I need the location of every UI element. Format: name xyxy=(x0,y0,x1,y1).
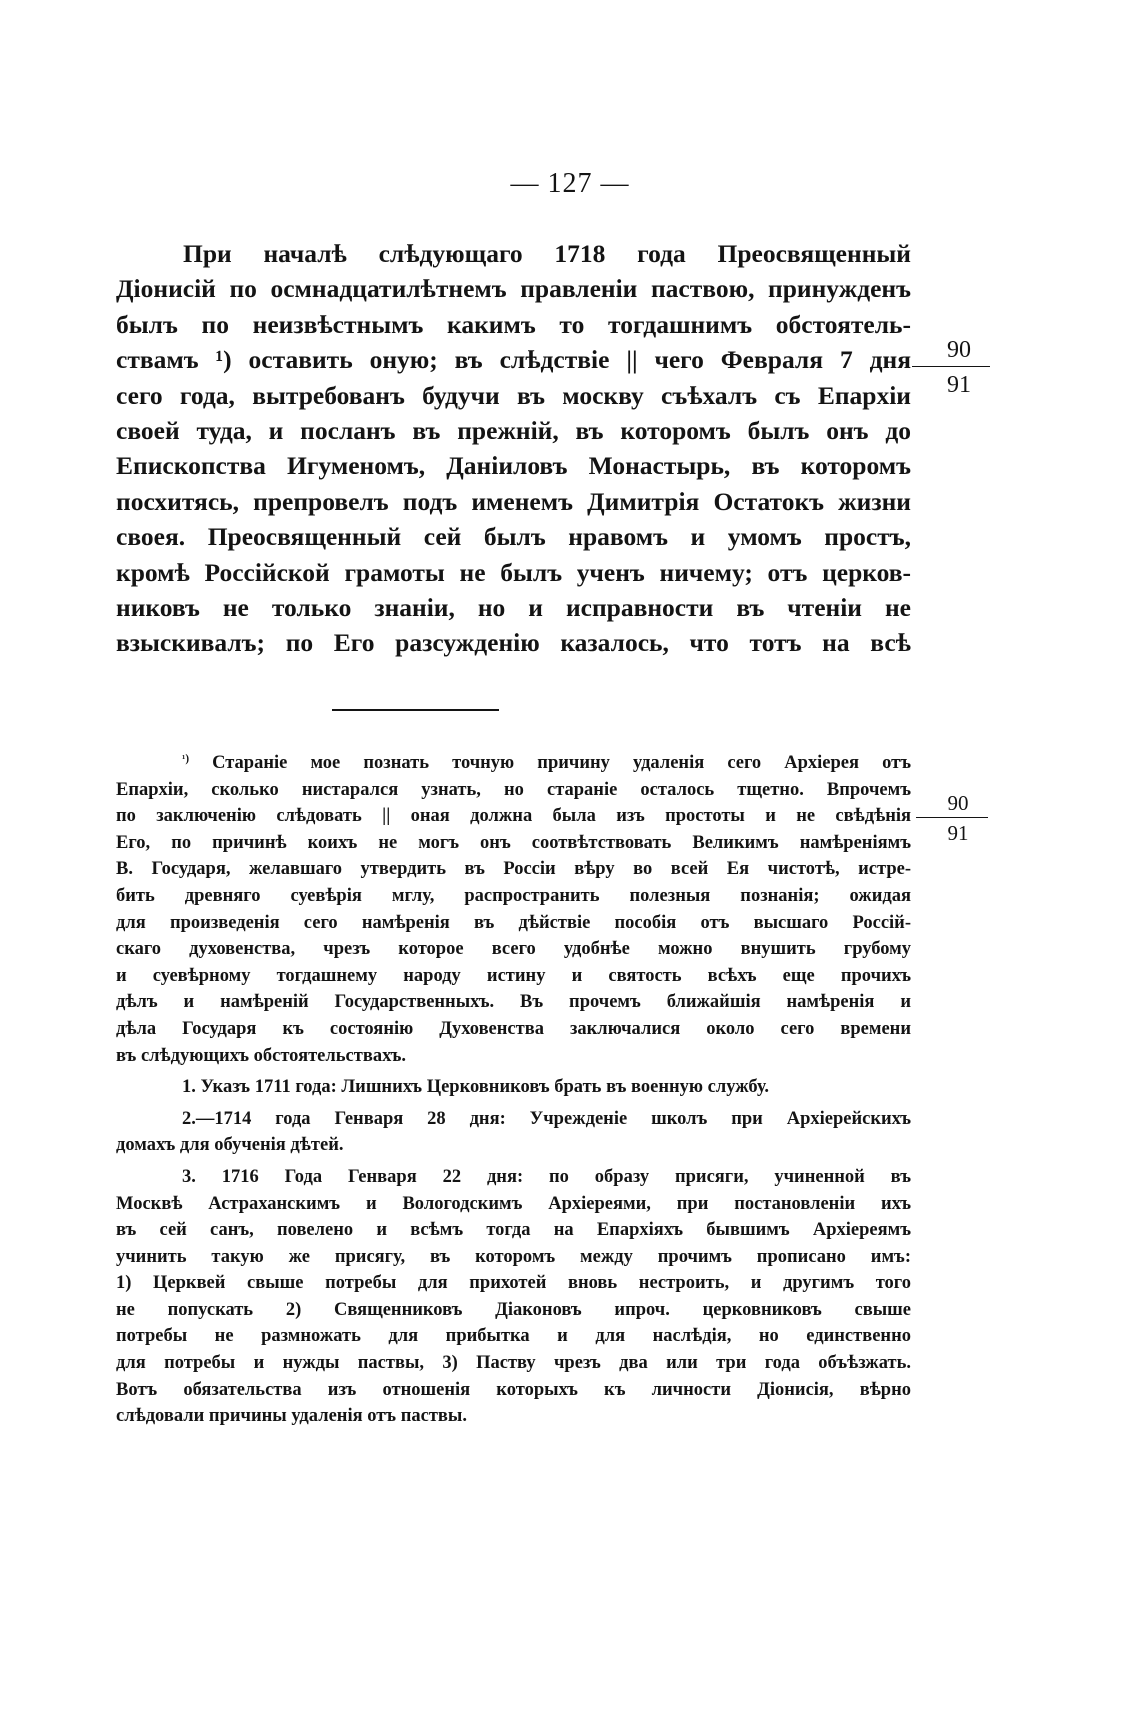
footnote-line: 3. 1716 Года Генваря 22 дня: по образу присяги, учиненной въ xyxy=(182,1166,911,1187)
footnote-line: въ сей санъ, повелено и всѣмъ тогда на Епархіяхъ бывшимъ Архіереямъ xyxy=(116,1220,911,1241)
margin-ref-old-page: 90 xyxy=(947,337,971,363)
footnote-line: дѣла Государя къ состоянію Духовенства заключалися около сего времени xyxy=(116,1018,911,1039)
footnote-line: учинить такую же присягу, въ которомъ между прочимъ прописано имъ: xyxy=(116,1246,911,1267)
margin-ref-new-page: 91 xyxy=(947,372,971,398)
main-line: своей туда, и посланъ въ прежній, въ которомъ былъ онъ до xyxy=(116,416,911,446)
footnote-line: по заключенію слѣдовать || оная должна была изъ простоты и не свѣдѣнія xyxy=(116,806,911,827)
footnote-1 xyxy=(116,746,911,1069)
main-line: Епископства Игуменомъ, Даніиловъ Монастырь, въ которомъ xyxy=(116,451,911,481)
footnote-line: слѣдовали причины удаленія отъ паствы. xyxy=(116,1406,467,1427)
margin-ref-divider xyxy=(912,366,990,367)
footnote-separator xyxy=(332,709,499,711)
footnote-line: Вотъ обязательства изъ отношенія которыхъ къ личности Діонисія, вѣрно xyxy=(116,1379,911,1400)
main-line: Діонисій по осмнадцатилѣтнемъ правленіи паствою, принужденъ xyxy=(116,274,911,304)
footnote-line: 2.—1714 года Генваря 28 дня: Учрежденіе школъ при Архіерейскихъ xyxy=(182,1108,911,1129)
footnote-line: Его, по причинѣ коихъ не могъ онъ соотвѣтствовать Великимъ намѣреніямъ xyxy=(116,832,911,853)
footnotes xyxy=(116,746,911,1435)
footnote-line: домахъ для обученія дѣтей. xyxy=(116,1135,344,1156)
footnote-line: бить древняго суевѣрія мглу, распространить полезныя познанія; ожидая xyxy=(116,885,911,906)
main-line: посхитясь, препровелъ подъ именемъ Димитрія Остатокъ жизни xyxy=(116,486,911,516)
footnote-line: 1. Указъ 1711 года: Лишнихъ Церковниковъ брать въ военную службу. xyxy=(182,1077,769,1098)
main-line: При началѣ слѣдующаго 1718 года Преосвященный xyxy=(183,239,911,268)
main-text xyxy=(116,236,911,661)
margin-page-reference-footnote xyxy=(930,793,986,844)
footnote-line: для произведенія сего намѣренія въ дѣйствіе пособія отъ высшаго Россій- xyxy=(116,912,911,933)
main-line: ствамъ ¹) оставить оную; въ слѣдствіе || чего Февраля 7 дня xyxy=(116,345,911,375)
footnote-line: дѣлъ и намѣреній Государственныхъ. Въ прочемъ ближайшія намѣренія и xyxy=(116,992,911,1013)
footnote-line: Епархіи, сколько нистарался узнать, но стараніе осталось тщетно. Впрочемъ xyxy=(116,779,911,800)
main-line: никовъ не только знаніи, но и исправности въ чтеніи не xyxy=(116,593,911,623)
footnote-line: Москвѣ Астраханскимъ и Вологодскимъ Архіереями, при постановленіи ихъ xyxy=(116,1193,911,1214)
margin-ref-old-page: 90 xyxy=(947,791,969,815)
footnote-item-2 xyxy=(116,1106,911,1159)
footnote-item-3 xyxy=(116,1164,911,1430)
main-line: взыскивалъ; по Его разсужденію казалось, что тотъ на всѣ xyxy=(116,628,911,658)
main-line: былъ по неизвѣстнымъ какимъ то тогдашнимъ обстоятель- xyxy=(116,309,911,339)
footnote-line: въ слѣдующихъ обстоятельствахъ. xyxy=(116,1045,407,1066)
footnote-line: В. Государя, желавшаго утвердить въ Россіи вѣру во всей Ея чистотѣ, истре- xyxy=(116,859,911,880)
footnote-line: скаго духовенства, чрезъ которое всего удобнѣе можно внушить грубому xyxy=(116,939,911,960)
page-number: — 127 — xyxy=(510,168,630,199)
main-line: кромѣ Россійской грамоты не былъ ученъ ничему; отъ церков- xyxy=(116,557,911,587)
margin-ref-divider xyxy=(916,817,988,818)
footnote-line: $^{^1)}$ Стараніе мое познать точную причину удаленія сего Архіерея отъ xyxy=(182,753,911,773)
footnote-line: и суевѣрному тогдашнему народу истину и святость всѣхъ еще прочихъ xyxy=(116,965,911,986)
footnote-line: не попускать 2) Священниковъ Діаконовъ ипроч. церковниковъ свыше xyxy=(116,1299,911,1320)
footnote-line: потребы не размножать для прибытка и для наслѣдія, но единственно xyxy=(116,1326,911,1347)
footnote-item-1 xyxy=(116,1074,911,1101)
footnote-marker: ¹) xyxy=(182,753,190,765)
footnote-line: для потребы и нужды паствы, 3) Паству чрезъ два или три года объѣзжать. xyxy=(116,1353,911,1374)
margin-ref-new-page: 91 xyxy=(947,821,969,845)
margin-page-reference xyxy=(928,338,990,397)
main-line: своея. Преосвященный сей былъ нравомъ и умомъ простъ, xyxy=(116,522,911,552)
footnote-line: 1) Церквей свыше потребы для прихотей вновь нестроить, и другимъ того xyxy=(116,1273,911,1294)
main-line: сего года, вытребованъ будучи въ москву съѣхалъ съ Епархіи xyxy=(116,380,911,410)
